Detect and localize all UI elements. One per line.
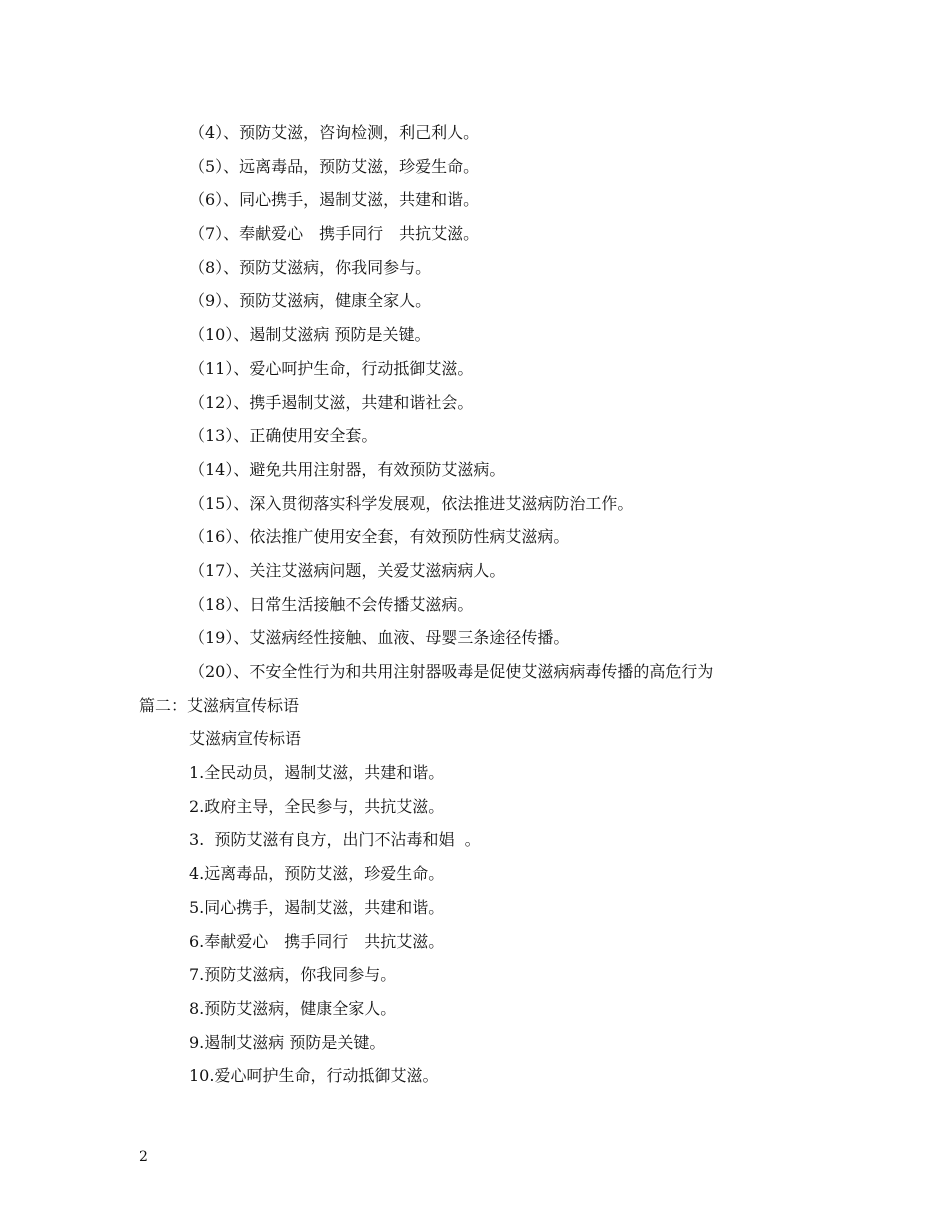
- slogan-line: （11）、爱心呵护生命，行动抵御艾滋。: [189, 358, 474, 378]
- numbered-slogan: 6.奉献爱心 携手同行 共抗艾滋。: [189, 931, 445, 951]
- slogan-line: （19）、艾滋病经性接触、血液、母婴三条途径传播。: [189, 628, 570, 648]
- numbered-slogan: 7.预防艾滋病，你我同参与。: [189, 965, 397, 985]
- numbered-slogan: 5.同心携手，遏制艾滋，共建和谐。: [189, 897, 445, 917]
- numbered-slogan: 1.全民动员，遏制艾滋，共建和谐。: [189, 763, 445, 783]
- page-content: [0, 116, 950, 1093]
- slogan-line: （14）、避免共用注射器，有效预防艾滋病。: [189, 459, 506, 479]
- slogan-line: （8）、预防艾滋病，你我同参与。: [189, 257, 432, 277]
- numbered-slogan: 3. 预防艾滋有良方，出门不沾毒和娼 。: [189, 830, 481, 850]
- slogan-line: （9）、预防艾滋病，健康全家人。: [189, 291, 432, 311]
- section-heading: 篇二：艾滋病宣传标语: [139, 695, 300, 715]
- page-number: 2: [139, 1149, 148, 1165]
- slogan-line: （13）、正确使用安全套。: [189, 426, 378, 446]
- slogan-line: （18）、日常生活接触不会传播艾滋病。: [189, 594, 474, 614]
- slogan-line: （20）、不安全性行为和共用注射器吸毒是促使艾滋病病毒传播的高危行为: [189, 662, 714, 681]
- numbered-slogan: 8.预防艾滋病，健康全家人。: [189, 998, 397, 1018]
- slogan-line: （4）、预防艾滋，咨询检测，利己利人。: [189, 123, 480, 142]
- slogan-line: （12）、携手遏制艾滋，共建和谐社会。: [189, 392, 474, 412]
- slogan-line: （17）、关注艾滋病问题，关爱艾滋病病人。: [189, 560, 506, 580]
- numbered-slogan: 2.政府主导，全民参与，共抗艾滋。: [189, 796, 445, 816]
- numbered-slogan: 9.遏制艾滋病 预防是关键。: [189, 1032, 386, 1052]
- slogan-line: （7）、奉献爱心 携手同行 共抗艾滋。: [189, 224, 480, 244]
- slogan-line: （10）、遏制艾滋病 预防是关键。: [189, 325, 431, 345]
- slogan-line: （15）、深入贯彻落实科学发展观，依法推进艾滋病防治工作。: [189, 493, 634, 513]
- slogan-line: （16）、依法推广使用安全套，有效预防性病艾滋病。: [189, 527, 570, 547]
- numbered-slogan: 10.爱心呵护生命，行动抵御艾滋。: [189, 1066, 439, 1086]
- section-subtitle: 艾滋病宣传标语: [189, 729, 302, 749]
- slogan-line: （6）、同心携手，遏制艾滋，共建和谐。: [189, 190, 480, 210]
- numbered-slogan: 4.远离毒品，预防艾滋，珍爱生命。: [189, 864, 445, 884]
- slogan-line: （5）、远离毒品，预防艾滋，珍爱生命。: [189, 156, 480, 176]
